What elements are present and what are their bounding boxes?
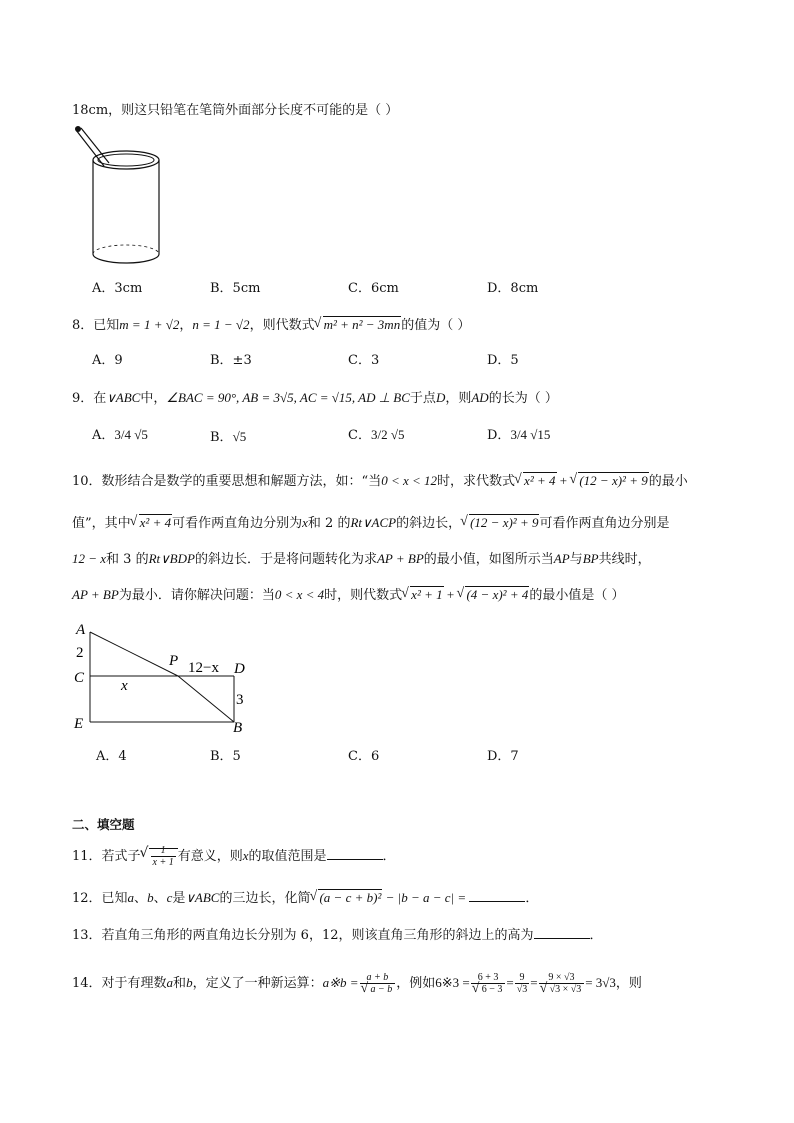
- q10-l3-ap: AP: [553, 551, 570, 566]
- q14-def-fraction: [360, 972, 396, 995]
- q14-result: = 3√3: [585, 975, 616, 990]
- q14-eg: ，例如: [396, 976, 436, 991]
- q14-f3-denominator-expr: √3 × √3: [549, 984, 582, 995]
- q8-m-definition: m = 1 + √2: [119, 317, 180, 332]
- label-x: x: [121, 678, 128, 694]
- q14-f3-numerator: 9 × √3: [539, 972, 585, 984]
- q11-mid: 有意义，则: [177, 849, 243, 864]
- q10-l3-sum: AP + BP: [376, 551, 424, 566]
- q11-numerator: √ 1: [151, 845, 176, 857]
- q9-option-d-value: 3/4 √15: [510, 427, 551, 442]
- q13-answer-blank[interactable]: [534, 926, 590, 939]
- q14-eq2: =: [530, 975, 538, 990]
- q11-var: x: [242, 848, 249, 863]
- section-fill-in-heading: 二、填空题: [72, 817, 135, 832]
- q10-l2-triangle: Rt∨ACP: [350, 515, 397, 530]
- q13-period: ．: [589, 928, 603, 943]
- q14-and: 和: [173, 976, 187, 991]
- label-p: P: [169, 653, 179, 669]
- q10-l4-end: 的最小值是（ ）: [529, 588, 625, 603]
- q14-f2: [515, 972, 530, 995]
- q10-l2-text: 值”，其中: [72, 516, 131, 531]
- q10-l1-range: 0 < x < 12: [381, 473, 438, 488]
- q13-stem: [72, 926, 603, 945]
- q12-sep2: 、: [153, 891, 167, 906]
- q8-number: 8．已知: [72, 318, 120, 333]
- q9-stem: [72, 389, 558, 408]
- q10-option-c[interactable]: C．6: [348, 749, 380, 764]
- q14-f3-denominator: [539, 984, 585, 995]
- q11-end: 的取值范围是: [248, 849, 327, 864]
- q7-option-a[interactable]: A．3cm: [92, 281, 143, 296]
- q14-f1-denominator-expr: 6 − 3: [481, 984, 503, 995]
- q11-fraction: [151, 845, 176, 868]
- q14-def-numerator: a + b: [360, 972, 396, 984]
- q10-l4-radical2: [457, 586, 529, 604]
- q10-l1-expr1: x² + 4: [524, 473, 556, 488]
- q14-number: 14．对于有理数: [72, 976, 167, 991]
- q8-separator: ，: [179, 318, 193, 333]
- q10-l1-text: 10．数形结合是数学的重要思想和解题方法，如：“当: [72, 474, 382, 489]
- q10-option-a[interactable]: A．4: [96, 749, 127, 764]
- q10-l4-sum: AP + BP: [72, 587, 119, 602]
- q10-l4-mid1: 为最小．请你解决问题：当: [118, 588, 275, 603]
- q10-l1-radical2: [570, 472, 648, 490]
- q12-a: a: [127, 890, 135, 905]
- q9-mid1: 中，: [140, 391, 167, 406]
- q10-l4-expr2: (4 − x)² + 4: [466, 587, 529, 602]
- q14-f3: [539, 972, 585, 995]
- q10-l4-expr1: x² + 1: [411, 587, 443, 602]
- q9-option-a[interactable]: [92, 426, 148, 445]
- q14-stem: [72, 972, 642, 995]
- q7-option-d[interactable]: D．8cm: [487, 281, 539, 296]
- q12-triangle: ∨ABC: [185, 890, 220, 905]
- q9-condition: ∠BAC = 90°, AB = 3√5, AC = √15, AD ⊥ BC: [166, 390, 410, 405]
- q11-period: ．: [382, 849, 396, 864]
- label-two: 2: [76, 645, 84, 661]
- pencil-holder-figure: [70, 126, 170, 276]
- q9-end: 的长为（ ）: [488, 391, 558, 406]
- q7-option-c[interactable]: C．6cm: [348, 281, 399, 296]
- q10-l3-mid1: 和 3 的: [106, 552, 149, 567]
- q10-l3-expr: 12 − x: [72, 551, 107, 566]
- q10-l2-radical1: [131, 514, 172, 532]
- q12-radical: [310, 889, 382, 907]
- q10-l3-bp: BP: [582, 551, 599, 566]
- q10-l2-mid1: 可看作两直角边分别为: [172, 516, 303, 531]
- q10-l2-mid3: 的斜边长，: [396, 516, 462, 531]
- q12-number: 12．已知: [72, 891, 128, 906]
- q10-l2-mid2: 和 2 的: [307, 516, 351, 531]
- q12-mid2: 的三边长，化简: [219, 891, 311, 906]
- q8-option-d[interactable]: D．5: [487, 353, 519, 368]
- q14-a: a: [166, 975, 174, 990]
- q10-geometry-figure: [70, 618, 260, 736]
- q8-option-c[interactable]: C．3: [348, 353, 380, 368]
- q10-l2-x: x: [302, 515, 308, 530]
- q14-eq1: =: [506, 975, 514, 990]
- label-d: D: [234, 661, 245, 677]
- q9-mid2: 于点: [409, 391, 436, 406]
- q10-l1-end: 的最小: [648, 474, 688, 489]
- q14-op: a※b =: [322, 975, 359, 990]
- q10-l1-expr2: (12 − x)² + 9: [579, 473, 648, 488]
- q9-ad: AD: [471, 390, 489, 405]
- q10-l1-radical1: [515, 472, 556, 490]
- q11-number: 11．若式子: [72, 849, 141, 864]
- q9-option-c-label: C．: [348, 428, 371, 443]
- q14-f2-numerator: 9: [515, 972, 530, 984]
- q10-l2-end: 可看作两直角边分别是: [539, 516, 670, 531]
- q14-end: ，则: [615, 976, 642, 991]
- q12-period: ．: [525, 891, 539, 906]
- q12-expr1: (a − c + b)²: [319, 890, 382, 905]
- q10-line-3: [72, 550, 651, 569]
- q12-b: b: [147, 890, 154, 905]
- q9-option-c[interactable]: [348, 426, 404, 445]
- q14-f1-numerator: 6 + 3: [471, 972, 506, 984]
- q9-option-a-value: 3/4 √5: [114, 427, 148, 442]
- q10-l1-mid: 时，求代数式: [437, 474, 516, 489]
- q9-option-d[interactable]: [487, 426, 550, 445]
- q9-number: 9．在: [72, 391, 107, 406]
- q11-radical: [141, 845, 178, 868]
- q14-f1: [471, 972, 506, 995]
- q10-option-d[interactable]: D．7: [487, 749, 519, 764]
- q10-l3-end: 共线时，: [598, 552, 651, 567]
- q11-stem: [72, 845, 396, 868]
- q7-option-b[interactable]: B．5cm: [210, 281, 261, 296]
- q8-option-a[interactable]: A．9: [92, 353, 123, 368]
- q14-def-denominator-expr: a − b: [370, 984, 393, 995]
- q10-line-1: 10．数形结合是数学的重要思想和解题方法，如：“当0 < x < 12时，求代数式√ x² + 4 + √ (12 − x)² + 9的最小: [72, 472, 688, 491]
- label-12-minus-x: 12−x: [188, 660, 219, 676]
- q12-stem: [72, 889, 538, 908]
- q9-triangle: ∨ABC: [106, 390, 141, 405]
- q9-mid3: ，则: [445, 391, 472, 406]
- q8-n-definition: n = 1 − √2: [192, 317, 250, 332]
- q8-end: 的值为（ ）: [401, 318, 471, 333]
- q9-option-d-label: D．: [487, 428, 511, 443]
- q10-l3-and: 与: [569, 552, 583, 567]
- label-e: E: [74, 716, 84, 732]
- q12-sep1: 、: [134, 891, 148, 906]
- q11-denominator: x + 1: [152, 857, 174, 868]
- q12-answer-blank[interactable]: [469, 889, 525, 902]
- q14-def-denominator: [360, 984, 396, 995]
- q12-c: c: [166, 890, 173, 905]
- q11-answer-blank[interactable]: [327, 847, 383, 860]
- q10-l2-expr1: x² + 4: [139, 515, 172, 530]
- q10-l2-expr2: (12 − x)² + 9: [470, 515, 539, 530]
- label-b: B: [233, 720, 243, 736]
- q14-b: b: [186, 975, 193, 990]
- q10-l3-mid2: 的斜边长．于是将问题转化为求: [194, 552, 377, 567]
- q10-l4-mid2: 时，则代数式: [324, 588, 403, 603]
- q10-line-4: AP + BP为最小．请你解决问题：当0 < x < 4时，则代数式√ x² + 1 + √ (4 − x)² + 4的最小值是（ ）: [72, 586, 624, 605]
- q14-f1-denominator: [471, 984, 506, 995]
- q10-l3-mid3: 的最小值，如图所示当: [423, 552, 554, 567]
- q10-l2-radical2: [461, 514, 539, 532]
- label-three: 3: [236, 692, 244, 708]
- q9-option-b-value: √5: [232, 429, 247, 444]
- q14-mid: ，定义了一种新运算：: [192, 976, 323, 991]
- q10-l4-radical1: [402, 586, 443, 604]
- q8-expression: m² + n² − 3mn: [323, 317, 401, 332]
- label-a: A: [76, 622, 86, 638]
- q9-option-a-label: A．: [92, 428, 115, 443]
- q13-text: 13．若直角三角形的两直角边长分别为 6，12，则该直角三角形的斜边上的高为: [72, 928, 534, 943]
- q10-option-b[interactable]: B．5: [210, 749, 241, 764]
- q8-option-b[interactable]: B．±3: [210, 353, 252, 368]
- q9-option-b-label: B．: [210, 430, 233, 445]
- q10-l3-triangle: Rt∨BDP: [148, 551, 195, 566]
- q9-point-d: D: [435, 390, 446, 405]
- q9-option-c-value: 3/2 √5: [370, 427, 405, 442]
- q12-expr2: − |b − a − c| =: [382, 890, 470, 905]
- q10-line-2: [72, 514, 669, 533]
- label-c: C: [74, 670, 85, 686]
- q8-mid: ，则代数式: [249, 318, 315, 333]
- q10-l4-range: 0 < x < 4: [274, 587, 325, 602]
- q7-text: 18cm，则这只铅笔在笔筒外面部分长度不可能的是（ ）: [72, 103, 399, 118]
- q14-eg-op: 6※3 =: [435, 975, 470, 990]
- q8-stem: [72, 316, 470, 335]
- q12-mid1: 是: [172, 891, 186, 906]
- q8-radical: [315, 316, 402, 334]
- q9-option-b[interactable]: [210, 428, 246, 447]
- q14-f2-denominator: √3: [516, 984, 528, 995]
